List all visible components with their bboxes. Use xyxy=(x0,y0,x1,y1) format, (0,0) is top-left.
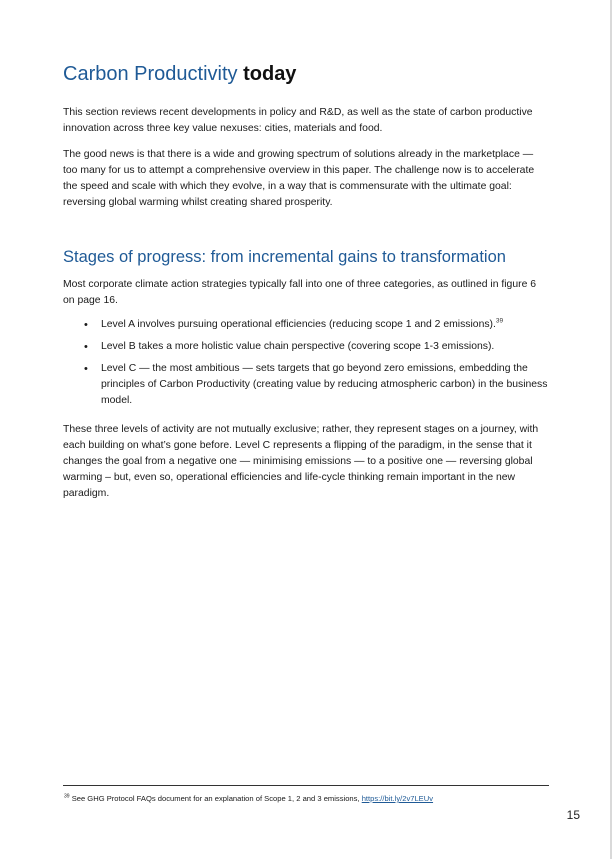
section-heading: Stages of progress: from incremental gains to transformation xyxy=(63,248,506,266)
section-lead-paragraph: Most corporate climate action strategies typically fall into one of three categories, as outlined in figure 6 on page 16. xyxy=(63,279,537,306)
footnote xyxy=(64,793,550,805)
footnote-divider xyxy=(63,785,549,786)
list-item-level-b xyxy=(63,339,549,355)
bullet-icon: • xyxy=(84,363,88,375)
levels-list xyxy=(63,317,549,409)
title-bold: today xyxy=(243,63,297,85)
list-item-level-a xyxy=(63,317,549,333)
footnote-number: 39 xyxy=(64,793,70,800)
footnote-link[interactable]: https://bit.ly/2v7LEUv xyxy=(361,794,434,803)
page-content xyxy=(63,60,549,502)
level-a-text: Level A involves pursuing operational efficiencies (reducing scope 1 and 2 emissions). xyxy=(101,319,496,330)
closing-paragraph: These three levels of activity are not mutually exclusive; rather, they represent stages on a journey, with each building on what’s gone before. Level C represents a flipping of the paradigm, in the sense that it changes the goal from a negative one — minimising emissions — to a positive one — reversing global warming – but, even so, operational efficiencies and life-cycle thinking remain important in the new paradigm. xyxy=(63,424,539,499)
level-c-text: Level C — the most ambitious — sets targets that go beyond zero emissions, embedding the principles of Carbon Productivity (creating value by reducing atmospheric carbon) in the business model. xyxy=(101,363,548,406)
bullet-icon: • xyxy=(84,319,88,331)
intro-paragraph-1: This section reviews recent developments in policy and R&D, as well as the state of carbon productive innovation across three key value nexuses: cities, materials and food. xyxy=(63,107,533,134)
page-number: 15 xyxy=(566,808,580,822)
title-regular: Carbon Productivity xyxy=(63,63,238,85)
list-item-level-c xyxy=(63,361,549,409)
page-title xyxy=(63,60,549,88)
intro-paragraph-2: The good news is that there is a wide and growing spectrum of solutions already in the marketplace — too many for us to attempt a comprehensive overview in this paper. The challenge now is to accelerate the speed and scale with which they evolve, in a way that is commensurate with the ultimate goal: reversing global warming whilst creating shared prosperity. xyxy=(63,149,535,208)
level-b-text: Level B takes a more holistic value chain perspective (covering scope 1-3 emissions). xyxy=(101,341,495,352)
footnote-reference[interactable]: 39 xyxy=(495,317,504,325)
footnote-text: See GHG Protocol FAQs document for an explanation of Scope 1, 2 and 3 emissions, xyxy=(71,794,360,803)
bullet-icon: • xyxy=(84,341,88,353)
